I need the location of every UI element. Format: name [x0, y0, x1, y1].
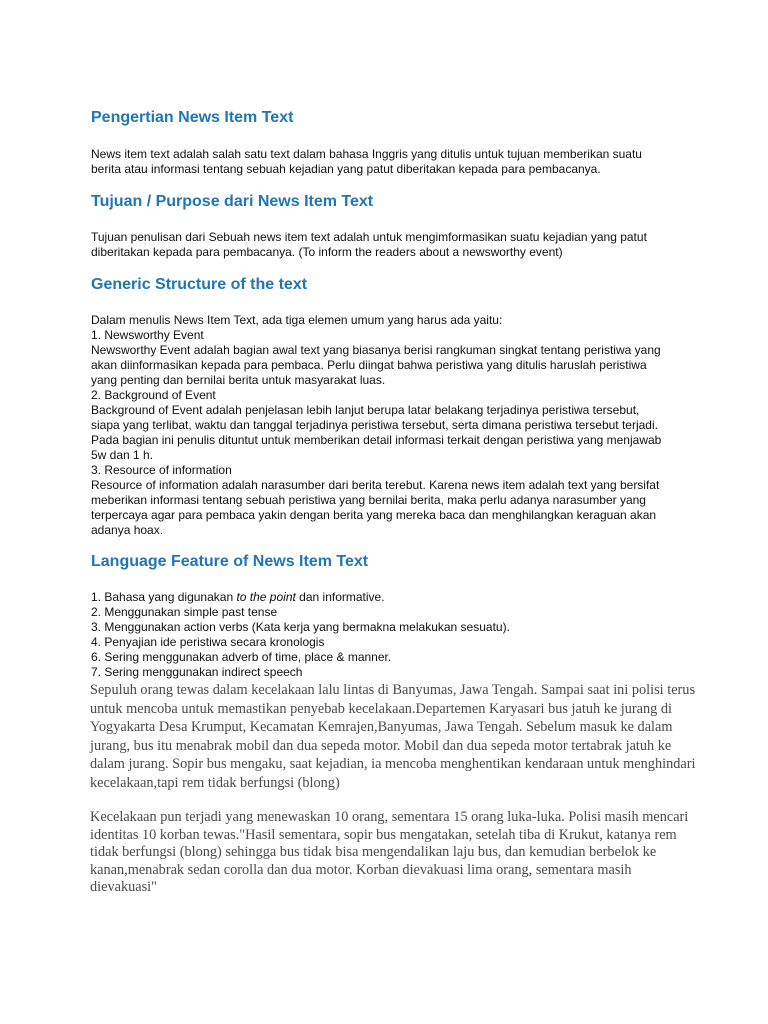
text-line: dalam jurang. Sopir bus mengaku, saat kejadian, ia mencoba menghentikan kendaraan untuk menghindari [90, 756, 696, 773]
list-item [91, 605, 691, 620]
list-item-text: 4. Penyajian ide peristiwa secara kronologis [91, 635, 325, 649]
text-line: Tujuan penulisan dari Sebuah news item text adalah untuk mengimformasikan suatu kejadian yang patut [91, 230, 647, 244]
paragraph-pengertian [91, 147, 691, 177]
text-line: jurang, bus itu menabrak mobil dan dua sepeda motor. Mobil dan dua sepeda motor tertabrak jatuh ke [90, 737, 672, 754]
list-item-text: 7. Sering menggunakan indirect speech [91, 665, 303, 679]
text-line: Pada bagian ini penulis dituntut untuk memberikan detail informasi terkait dengan peristiwa yang menjawab [91, 433, 662, 447]
text-line: dievakuasi" [90, 879, 157, 896]
text-line: tidak berfungsi (blong) sehingga bus tidak bisa mengendalikan laju bus, dan kemudian berbelok ke [90, 844, 657, 861]
text-line: identitas 10 korban tewas."Hasil sementara, sopir bus mengatakan, setelah tiba di Krukut, katanya rem [90, 826, 677, 843]
list-item-text: 1. Bahasa yang digunakan [91, 590, 237, 604]
text-line: Newsworthy Event adalah bagian awal text yang biasanya berisi rangkuman singkat tentang peristiwa yang [91, 343, 661, 357]
list-item-text: 3. Menggunakan action verbs (Kata kerja yang bermakna melakukan sesuatu). [91, 620, 510, 634]
list-item [91, 620, 691, 635]
example-paragraph-1 [90, 681, 700, 793]
text-line: siapa yang terlibat, waktu dan tanggal terjadinya peristiwa tersebut, serta dimana peristiwa tersebut terjadi. [91, 418, 658, 432]
heading-language-feature: Language Feature of News Item Text [91, 553, 369, 570]
text-line: terpercaya agar para pembaca yakin dengan berita yang mereka baca dan menghilangkan keraguan akan [91, 508, 657, 522]
paragraph-tujuan [91, 230, 691, 260]
text-line: untuk mencoba untuk memastikan penyebab kecelakaan.Departemen Karyasari bus jatuh ke jurang di [90, 700, 672, 717]
text-line: diberitakan kepada para pembacanya. (To inform the readers about a newsworthy event) [91, 245, 563, 259]
text-line: berita atau informasi tentang sebuah kejadian yang patut diberitakan kepada para pembacanya. [91, 162, 601, 176]
text-line: Resource of information adalah narasumber dari berita terebut. Karena news item adalah text yang bersifat [91, 478, 660, 492]
example-paragraph-2 [90, 809, 700, 897]
text-line: Sepuluh orang tewas dalam kecelakaan lalu lintas di Banyumas, Jawa Tengah. Sampai saat ini polisi terus [90, 682, 696, 698]
text-line: adanya hoax. [91, 523, 164, 537]
text-line: kanan,menabrak sedan corolla dan dua motor. Korban dievakuasi lima orang, sementara masih [90, 861, 632, 878]
text-line: News item text adalah salah satu text dalam bahasa Inggris yang ditulis untuk tujuan memberikan suatu [91, 147, 642, 161]
text-line: yang penting dan bernilai berita untuk masyarakat luas. [91, 373, 386, 387]
list-item-text: 6. Sering menggunakan adverb of time, place & manner. [91, 650, 392, 664]
text-line: Dalam menulis News Item Text, ada tiga elemen umum yang harus ada yaitu: [91, 313, 503, 327]
list-item [91, 665, 691, 680]
text-line: akan diinformasikan kepada para pembaca. Perlu diingat bahwa peristiwa yang ditulis haruslah peristiwa [91, 358, 647, 372]
list-item [91, 650, 691, 665]
text-line: 1. Newsworthy Event [91, 328, 204, 342]
text-line: 3. Resource of information [91, 463, 232, 477]
text-line: Background of Event adalah penjelasan lebih lanjut berupa latar belakang terjadinya peristiwa tersebut, [91, 403, 640, 417]
heading-pengertian: Pengertian News Item Text [91, 109, 294, 126]
text-line: Yogyakarta Desa Krumput, Kecamatan Kemrajen,Banyumas, Jawa Tengah. Sebelum masuk ke dalam [90, 719, 673, 736]
language-feature-list [91, 590, 691, 680]
text-line: 5w dan 1 h. [91, 448, 154, 462]
list-item-text: 2. Menggunakan simple past tense [91, 605, 278, 619]
text-line: 2. Background of Event [91, 388, 216, 402]
text-line: kecelakaan,tapi rem tidak berfungsi (blong) [90, 774, 340, 791]
text-line: meberikan informasi tentang sebuah peristiwa yang bernilai berita, maka perlu adanya narasumber yang [91, 493, 646, 507]
text-line: Kecelakaan pun terjadi yang menewaskan 10 orang, sementara 15 orang luka-luka. Polisi masih mencari [90, 809, 689, 825]
emphasis-text: to the point [236, 590, 296, 604]
heading-tujuan: Tujuan / Purpose dari News Item Text [91, 193, 374, 210]
heading-generic-structure: Generic Structure of the text [91, 276, 308, 293]
list-item-text: dan informative. [295, 590, 385, 604]
list-item [91, 590, 691, 605]
paragraph-generic-structure [91, 313, 691, 538]
list-item [91, 635, 691, 650]
